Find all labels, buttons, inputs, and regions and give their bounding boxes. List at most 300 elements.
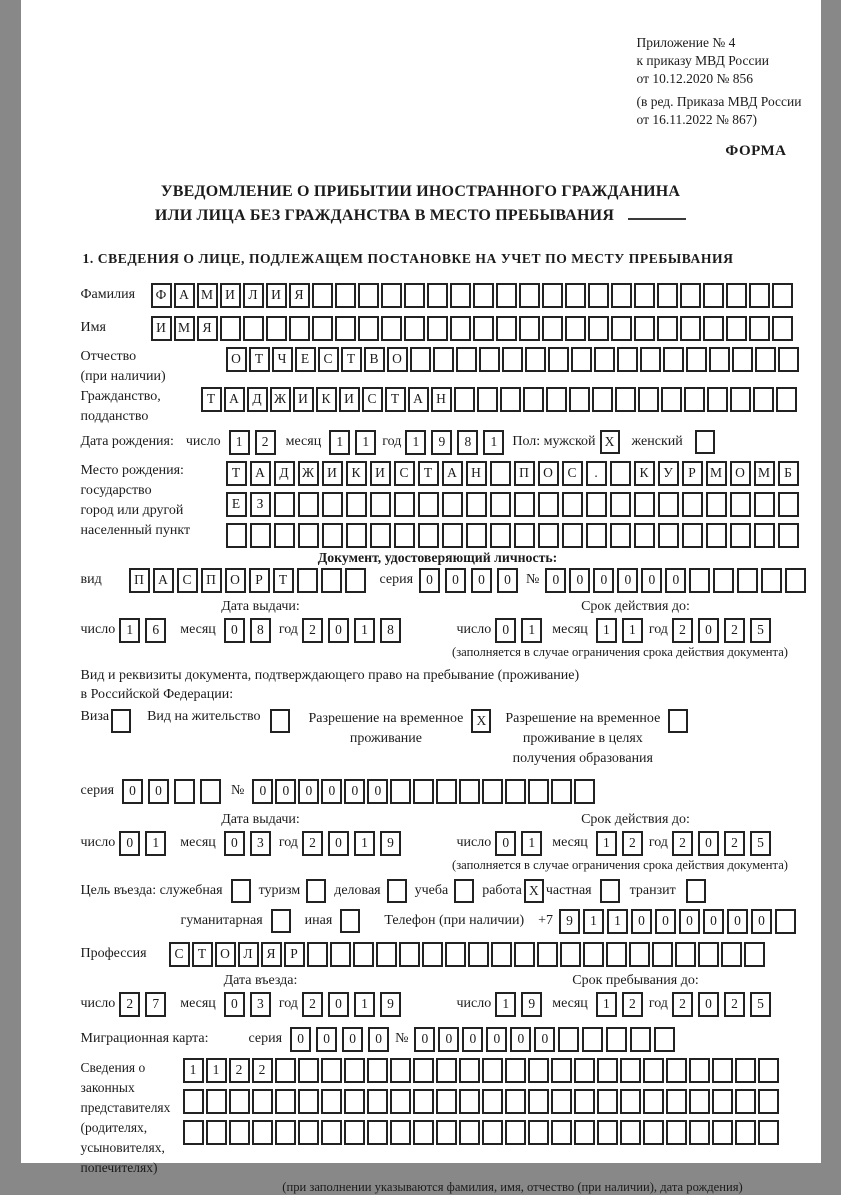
char-cell[interactable]: 1 [521, 618, 542, 643]
char-cell[interactable] [298, 1058, 319, 1083]
char-cell[interactable]: П [201, 568, 222, 593]
char-cell[interactable]: 0 [655, 909, 676, 934]
char-cell[interactable] [206, 1089, 227, 1114]
char-cell[interactable] [220, 316, 241, 341]
char-cell[interactable]: М [754, 461, 775, 486]
char-cell[interactable]: 0 [342, 1027, 363, 1052]
char-cell[interactable] [413, 1058, 434, 1083]
char-cell[interactable]: И [322, 461, 343, 486]
char-cell[interactable]: 0 [631, 909, 652, 934]
char-cell[interactable]: Т [418, 461, 439, 486]
char-cell[interactable]: В [364, 347, 385, 372]
char-cell[interactable]: 0 [119, 831, 140, 856]
char-cell[interactable]: 0 [344, 779, 365, 804]
char-cell[interactable] [442, 523, 463, 548]
char-cell[interactable] [761, 568, 782, 593]
char-cell[interactable] [726, 283, 747, 308]
char-cell[interactable] [183, 1089, 204, 1114]
char-cell[interactable] [298, 1089, 319, 1114]
char-cell[interactable] [505, 779, 526, 804]
char-cell[interactable] [298, 1120, 319, 1145]
char-cell[interactable] [367, 1120, 388, 1145]
char-cell[interactable]: Д [274, 461, 295, 486]
char-cell[interactable] [335, 283, 356, 308]
char-cell[interactable]: Я [261, 942, 282, 967]
char-cell[interactable] [456, 347, 477, 372]
char-cell[interactable] [226, 523, 247, 548]
char-cell[interactable] [523, 387, 544, 412]
char-cell[interactable]: 0 [224, 618, 245, 643]
char-cell[interactable] [519, 316, 540, 341]
char-cell[interactable] [617, 347, 638, 372]
char-cell[interactable]: 2 [302, 992, 323, 1017]
char-cell[interactable] [394, 523, 415, 548]
char-cell[interactable] [654, 1027, 675, 1052]
char-cell[interactable] [307, 942, 328, 967]
char-cell[interactable] [477, 387, 498, 412]
char-cell[interactable] [758, 1058, 779, 1083]
char-cell[interactable] [634, 492, 655, 517]
char-cell[interactable]: 0 [290, 1027, 311, 1052]
char-cell[interactable] [370, 523, 391, 548]
char-cell[interactable] [538, 523, 559, 548]
char-cell[interactable] [661, 387, 682, 412]
char-cell[interactable]: 0 [495, 831, 516, 856]
char-cell[interactable] [666, 1058, 687, 1083]
char-cell[interactable] [755, 347, 776, 372]
char-cell[interactable] [730, 387, 751, 412]
char-cell[interactable] [588, 283, 609, 308]
char-cell[interactable]: 7 [145, 992, 166, 1017]
char-cell[interactable] [594, 347, 615, 372]
char-cell[interactable]: Ж [298, 461, 319, 486]
char-cell[interactable]: О [387, 347, 408, 372]
char-cell[interactable] [413, 779, 434, 804]
char-cell[interactable]: М [706, 461, 727, 486]
char-cell[interactable] [252, 1120, 273, 1145]
char-cell[interactable]: 1 [483, 430, 504, 455]
char-cell[interactable] [344, 1120, 365, 1145]
char-cell[interactable]: 8 [380, 618, 401, 643]
char-cell[interactable] [735, 1058, 756, 1083]
char-cell[interactable] [445, 942, 466, 967]
char-cell[interactable] [682, 492, 703, 517]
purpose-humanitarian-checkbox[interactable] [271, 909, 291, 933]
char-cell[interactable] [183, 1120, 204, 1145]
char-cell[interactable] [206, 1120, 227, 1145]
char-cell[interactable]: 1 [354, 618, 375, 643]
char-cell[interactable] [528, 779, 549, 804]
char-cell[interactable]: И [220, 283, 241, 308]
char-cell[interactable] [709, 347, 730, 372]
char-cell[interactable] [418, 523, 439, 548]
char-cell[interactable] [753, 387, 774, 412]
char-cell[interactable]: 0 [698, 618, 719, 643]
char-cell[interactable] [706, 492, 727, 517]
char-cell[interactable] [712, 1120, 733, 1145]
char-cell[interactable] [500, 387, 521, 412]
char-cell[interactable]: . [586, 461, 607, 486]
char-cell[interactable] [274, 492, 295, 517]
char-cell[interactable] [496, 283, 517, 308]
char-cell[interactable]: 2 [622, 831, 643, 856]
char-cell[interactable] [657, 316, 678, 341]
char-cell[interactable]: 0 [419, 568, 440, 593]
char-cell[interactable]: Р [682, 461, 703, 486]
char-cell[interactable]: 1 [329, 430, 350, 455]
char-cell[interactable]: Т [201, 387, 222, 412]
char-cell[interactable]: Т [249, 347, 270, 372]
char-cell[interactable] [321, 1089, 342, 1114]
char-cell[interactable]: 0 [641, 568, 662, 593]
char-cell[interactable]: Ж [270, 387, 291, 412]
char-cell[interactable] [610, 461, 631, 486]
char-cell[interactable] [721, 942, 742, 967]
char-cell[interactable] [611, 283, 632, 308]
char-cell[interactable] [297, 568, 318, 593]
char-cell[interactable] [643, 1089, 664, 1114]
char-cell[interactable] [546, 387, 567, 412]
char-cell[interactable] [410, 347, 431, 372]
char-cell[interactable] [422, 942, 443, 967]
char-cell[interactable] [390, 1089, 411, 1114]
char-cell[interactable]: 1 [229, 430, 250, 455]
char-cell[interactable] [298, 523, 319, 548]
char-cell[interactable] [358, 283, 379, 308]
char-cell[interactable]: 0 [569, 568, 590, 593]
char-cell[interactable] [353, 942, 374, 967]
purpose-other-checkbox[interactable] [340, 909, 360, 933]
char-cell[interactable] [574, 1120, 595, 1145]
char-cell[interactable] [459, 1089, 480, 1114]
char-cell[interactable] [652, 942, 673, 967]
char-cell[interactable]: И [370, 461, 391, 486]
char-cell[interactable] [321, 568, 342, 593]
char-cell[interactable]: 0 [545, 568, 566, 593]
char-cell[interactable] [640, 347, 661, 372]
char-cell[interactable]: 1 [354, 831, 375, 856]
char-cell[interactable] [606, 942, 627, 967]
char-cell[interactable] [611, 316, 632, 341]
char-cell[interactable] [542, 316, 563, 341]
char-cell[interactable]: С [169, 942, 190, 967]
char-cell[interactable]: Н [466, 461, 487, 486]
char-cell[interactable] [514, 942, 535, 967]
char-cell[interactable] [565, 283, 586, 308]
char-cell[interactable] [689, 568, 710, 593]
char-cell[interactable]: 2 [672, 992, 693, 1017]
char-cell[interactable]: 1 [596, 618, 617, 643]
char-cell[interactable]: 9 [380, 831, 401, 856]
char-cell[interactable] [675, 942, 696, 967]
char-cell[interactable] [778, 523, 799, 548]
char-cell[interactable] [634, 283, 655, 308]
char-cell[interactable] [666, 1120, 687, 1145]
char-cell[interactable]: О [538, 461, 559, 486]
char-cell[interactable]: 1 [145, 831, 166, 856]
char-cell[interactable] [394, 492, 415, 517]
char-cell[interactable]: 1 [206, 1058, 227, 1083]
char-cell[interactable] [321, 1120, 342, 1145]
char-cell[interactable]: 2 [672, 831, 693, 856]
char-cell[interactable] [682, 523, 703, 548]
char-cell[interactable]: О [215, 942, 236, 967]
char-cell[interactable]: 9 [521, 992, 542, 1017]
char-cell[interactable]: О [225, 568, 246, 593]
char-cell[interactable]: Л [243, 283, 264, 308]
char-cell[interactable]: 0 [438, 1027, 459, 1052]
char-cell[interactable] [390, 1058, 411, 1083]
char-cell[interactable] [565, 316, 586, 341]
char-cell[interactable]: 1 [495, 992, 516, 1017]
char-cell[interactable] [468, 942, 489, 967]
char-cell[interactable] [574, 1058, 595, 1083]
char-cell[interactable]: К [634, 461, 655, 486]
char-cell[interactable]: Р [249, 568, 270, 593]
char-cell[interactable] [703, 316, 724, 341]
char-cell[interactable] [473, 283, 494, 308]
char-cell[interactable] [657, 283, 678, 308]
char-cell[interactable] [726, 316, 747, 341]
char-cell[interactable]: 0 [617, 568, 638, 593]
visa-checkbox[interactable] [111, 709, 131, 733]
temp-residence-checkbox[interactable]: X [471, 709, 491, 733]
char-cell[interactable]: П [514, 461, 535, 486]
char-cell[interactable] [574, 779, 595, 804]
char-cell[interactable] [200, 779, 221, 804]
char-cell[interactable] [684, 387, 705, 412]
char-cell[interactable] [776, 387, 797, 412]
char-cell[interactable]: А [250, 461, 271, 486]
char-cell[interactable] [643, 1120, 664, 1145]
char-cell[interactable]: 0 [462, 1027, 483, 1052]
char-cell[interactable] [413, 1089, 434, 1114]
char-cell[interactable] [712, 1058, 733, 1083]
char-cell[interactable] [243, 316, 264, 341]
char-cell[interactable] [370, 492, 391, 517]
char-cell[interactable]: 8 [457, 430, 478, 455]
char-cell[interactable] [490, 461, 511, 486]
char-cell[interactable] [562, 523, 583, 548]
char-cell[interactable] [597, 1089, 618, 1114]
char-cell[interactable] [658, 492, 679, 517]
char-cell[interactable]: Я [197, 316, 218, 341]
char-cell[interactable] [610, 523, 631, 548]
char-cell[interactable]: К [316, 387, 337, 412]
char-cell[interactable] [737, 568, 758, 593]
char-cell[interactable]: С [362, 387, 383, 412]
char-cell[interactable] [229, 1120, 250, 1145]
purpose-private-checkbox[interactable] [600, 879, 620, 903]
char-cell[interactable] [479, 347, 500, 372]
char-cell[interactable] [252, 1089, 273, 1114]
char-cell[interactable] [413, 1120, 434, 1145]
char-cell[interactable] [466, 492, 487, 517]
char-cell[interactable] [266, 316, 287, 341]
char-cell[interactable] [551, 1120, 572, 1145]
char-cell[interactable] [586, 492, 607, 517]
char-cell[interactable] [735, 1089, 756, 1114]
char-cell[interactable] [436, 1120, 457, 1145]
char-cell[interactable]: 0 [321, 779, 342, 804]
char-cell[interactable]: П [129, 568, 150, 593]
char-cell[interactable]: А [442, 461, 463, 486]
char-cell[interactable] [436, 1089, 457, 1114]
char-cell[interactable]: С [562, 461, 583, 486]
char-cell[interactable] [473, 316, 494, 341]
char-cell[interactable]: Я [289, 283, 310, 308]
char-cell[interactable] [630, 1027, 651, 1052]
char-cell[interactable] [390, 1120, 411, 1145]
char-cell[interactable]: 8 [250, 618, 271, 643]
char-cell[interactable]: 0 [275, 779, 296, 804]
char-cell[interactable]: 9 [559, 909, 580, 934]
char-cell[interactable]: У [658, 461, 679, 486]
char-cell[interactable]: 1 [622, 618, 643, 643]
char-cell[interactable] [358, 316, 379, 341]
char-cell[interactable] [749, 316, 770, 341]
char-cell[interactable]: 0 [252, 779, 273, 804]
char-cell[interactable] [597, 1058, 618, 1083]
char-cell[interactable] [583, 942, 604, 967]
char-cell[interactable] [427, 316, 448, 341]
char-cell[interactable] [551, 1089, 572, 1114]
char-cell[interactable]: 0 [471, 568, 492, 593]
char-cell[interactable] [274, 523, 295, 548]
char-cell[interactable]: 0 [414, 1027, 435, 1052]
char-cell[interactable] [454, 387, 475, 412]
char-cell[interactable]: 5 [750, 618, 771, 643]
char-cell[interactable] [629, 942, 650, 967]
char-cell[interactable]: Н [431, 387, 452, 412]
char-cell[interactable]: 2 [724, 992, 745, 1017]
char-cell[interactable]: 3 [250, 831, 271, 856]
char-cell[interactable] [298, 492, 319, 517]
female-checkbox[interactable] [695, 430, 715, 454]
char-cell[interactable] [330, 942, 351, 967]
char-cell[interactable] [569, 387, 590, 412]
char-cell[interactable]: 0 [665, 568, 686, 593]
char-cell[interactable] [560, 942, 581, 967]
char-cell[interactable] [491, 942, 512, 967]
char-cell[interactable] [775, 909, 796, 934]
char-cell[interactable] [312, 316, 333, 341]
char-cell[interactable]: 2 [229, 1058, 250, 1083]
char-cell[interactable] [312, 283, 333, 308]
char-cell[interactable] [519, 283, 540, 308]
char-cell[interactable] [528, 1120, 549, 1145]
char-cell[interactable]: 0 [122, 779, 143, 804]
char-cell[interactable]: 1 [183, 1058, 204, 1083]
char-cell[interactable] [376, 942, 397, 967]
char-cell[interactable]: И [266, 283, 287, 308]
char-cell[interactable]: И [151, 316, 172, 341]
char-cell[interactable] [346, 492, 367, 517]
char-cell[interactable] [582, 1027, 603, 1052]
char-cell[interactable] [450, 316, 471, 341]
char-cell[interactable]: 0 [316, 1027, 337, 1052]
char-cell[interactable] [634, 316, 655, 341]
char-cell[interactable]: 2 [119, 992, 140, 1017]
char-cell[interactable] [586, 523, 607, 548]
char-cell[interactable] [344, 1089, 365, 1114]
char-cell[interactable] [689, 1058, 710, 1083]
char-cell[interactable] [706, 523, 727, 548]
char-cell[interactable]: К [346, 461, 367, 486]
char-cell[interactable] [620, 1058, 641, 1083]
char-cell[interactable] [528, 1089, 549, 1114]
char-cell[interactable] [367, 1089, 388, 1114]
char-cell[interactable] [785, 568, 806, 593]
purpose-transit-checkbox[interactable] [686, 879, 706, 903]
char-cell[interactable]: 2 [672, 618, 693, 643]
char-cell[interactable]: 0 [703, 909, 724, 934]
char-cell[interactable]: 0 [495, 618, 516, 643]
char-cell[interactable]: С [318, 347, 339, 372]
char-cell[interactable] [713, 568, 734, 593]
char-cell[interactable]: 0 [727, 909, 748, 934]
char-cell[interactable]: 0 [328, 618, 349, 643]
char-cell[interactable]: М [174, 316, 195, 341]
char-cell[interactable] [275, 1058, 296, 1083]
char-cell[interactable]: 3 [250, 992, 271, 1017]
char-cell[interactable]: А [174, 283, 195, 308]
char-cell[interactable] [634, 523, 655, 548]
char-cell[interactable] [758, 1089, 779, 1114]
char-cell[interactable]: 0 [224, 831, 245, 856]
char-cell[interactable]: Л [238, 942, 259, 967]
char-cell[interactable]: Р [284, 942, 305, 967]
char-cell[interactable] [335, 316, 356, 341]
char-cell[interactable]: 0 [510, 1027, 531, 1052]
char-cell[interactable]: 1 [405, 430, 426, 455]
char-cell[interactable] [686, 347, 707, 372]
char-cell[interactable] [574, 1089, 595, 1114]
char-cell[interactable]: 5 [750, 831, 771, 856]
char-cell[interactable] [450, 283, 471, 308]
char-cell[interactable] [703, 283, 724, 308]
char-cell[interactable]: Д [247, 387, 268, 412]
char-cell[interactable]: 0 [328, 992, 349, 1017]
char-cell[interactable]: 1 [521, 831, 542, 856]
char-cell[interactable] [490, 492, 511, 517]
char-cell[interactable]: 2 [302, 618, 323, 643]
char-cell[interactable] [754, 523, 775, 548]
char-cell[interactable] [758, 1120, 779, 1145]
char-cell[interactable] [680, 316, 701, 341]
char-cell[interactable]: 1 [355, 430, 376, 455]
char-cell[interactable]: 0 [593, 568, 614, 593]
char-cell[interactable]: Т [273, 568, 294, 593]
char-cell[interactable] [730, 492, 751, 517]
char-cell[interactable] [698, 942, 719, 967]
char-cell[interactable] [744, 942, 765, 967]
residence-permit-checkbox[interactable] [270, 709, 290, 733]
char-cell[interactable] [505, 1120, 526, 1145]
char-cell[interactable] [418, 492, 439, 517]
char-cell[interactable] [772, 283, 793, 308]
char-cell[interactable] [174, 779, 195, 804]
char-cell[interactable] [275, 1089, 296, 1114]
char-cell[interactable]: С [394, 461, 415, 486]
char-cell[interactable] [482, 1058, 503, 1083]
char-cell[interactable]: А [408, 387, 429, 412]
char-cell[interactable] [620, 1089, 641, 1114]
char-cell[interactable]: 0 [679, 909, 700, 934]
char-cell[interactable] [433, 347, 454, 372]
char-cell[interactable] [666, 1089, 687, 1114]
char-cell[interactable] [606, 1027, 627, 1052]
